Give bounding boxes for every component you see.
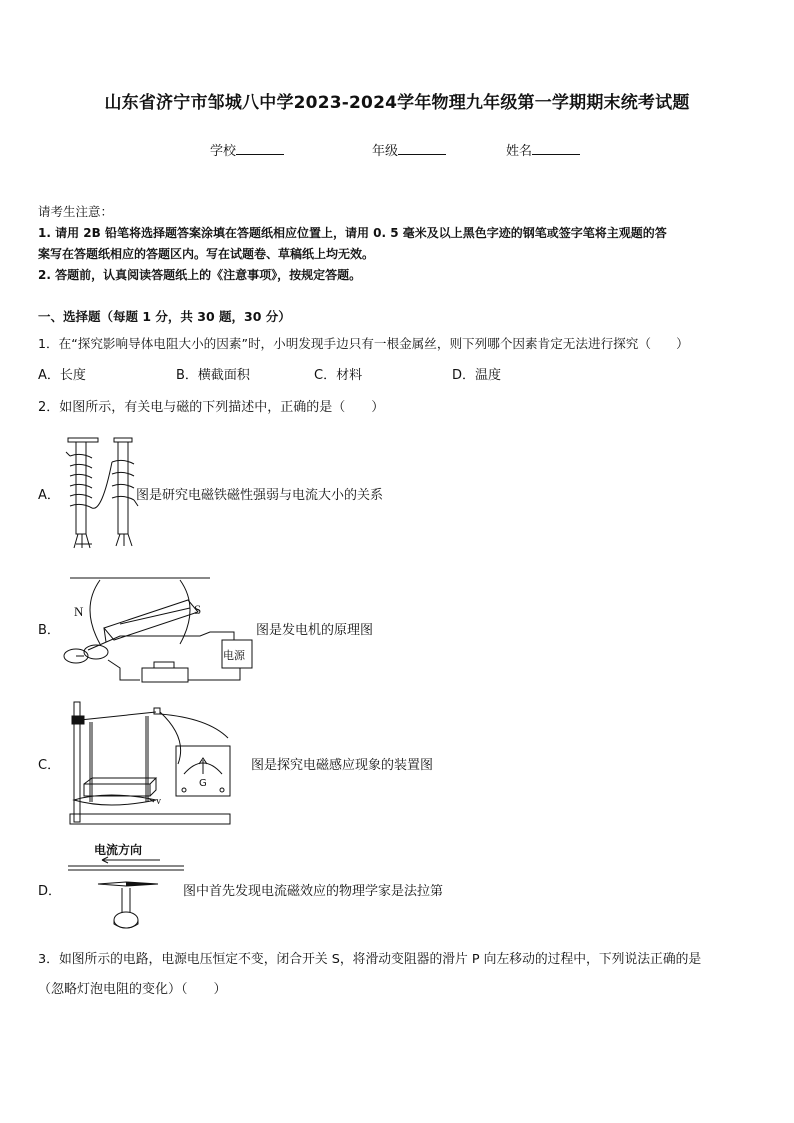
q2-stem: 2．如图所示，有关电与磁的下列描述中，正确的是（ ） — [38, 400, 385, 415]
q2-option-c-text: 图是探究电磁感应现象的装置图 — [251, 758, 434, 773]
grade-field[interactable] — [372, 140, 446, 159]
section-heading: 一、选择题（每题 1 分，共 30 题，30 分） — [38, 309, 291, 324]
electromagnet-figure — [62, 432, 142, 554]
oersted-figure — [66, 840, 188, 934]
current-direction-label: 电流方向 — [94, 843, 143, 857]
grade-blank[interactable] — [398, 142, 446, 155]
q3-stem-line-2: （忽略灯泡电阻的变化）（ ） — [38, 982, 227, 997]
q2-option-d-label[interactable]: D． — [38, 884, 62, 899]
power-source-label: 电源 — [223, 649, 245, 662]
school-blank[interactable] — [236, 142, 284, 155]
q1-stem: 1．在“探究影响导体电阻大小的因素”时，小明发现手边只有一根金属丝，则下列哪个因素肯定无法进行探究（ ） — [38, 336, 689, 351]
notice-line-2: 2. 答题前，认真阅读答题纸上的《注意事项》，按规定答题。 — [38, 268, 362, 282]
induction-figure — [68, 698, 252, 830]
q1-option-d[interactable]: D．温度 — [452, 368, 502, 383]
notice-line-1b: 案写在答题纸相应的答题区内。写在试题卷、草稿纸上均无效。 — [38, 247, 375, 261]
name-label: 姓名 — [506, 144, 533, 159]
north-pole-label: N — [74, 604, 84, 619]
notice-line-1a: 1. 请用 2B 铅笔将选择题答案涂填在答题纸相应位置上，请用 0. 5 毫米及以上黑色字迹的钢笔或签字笔将主观题的答 — [38, 226, 667, 240]
grade-label: 年级 — [372, 144, 399, 159]
q2-option-a-label[interactable]: A． — [38, 488, 60, 503]
q2-option-c-label[interactable]: C． — [38, 758, 61, 773]
q1-option-b[interactable]: B．横截面积 — [176, 368, 250, 383]
generator-figure — [60, 572, 256, 686]
q3-stem-line-1: 3．如图所示的电路，电源电压恒定不变，闭合开关 S，将滑动变阻器的滑片 P 向左移动的过程中，下列说法正确的是 — [38, 952, 702, 967]
notice-heading: 请考生注意： — [38, 204, 114, 219]
south-pole-label: S — [194, 602, 202, 617]
q2-option-b-text: 图是发电机的原理图 — [256, 623, 374, 638]
galvanometer-label: G — [199, 778, 207, 789]
name-field[interactable] — [506, 140, 580, 159]
q2-option-a-text: 图是研究电磁铁磁性强弱与电流大小的关系 — [136, 488, 384, 503]
page-title: 山东省济宁市邹城八中学2023-2024学年物理九年级第一学期期末统考试题 — [104, 93, 690, 113]
school-label: 学校 — [210, 144, 237, 159]
q2-option-b-label[interactable]: B． — [38, 623, 60, 638]
velocity-glyph: v — [156, 796, 161, 807]
q1-option-a[interactable]: A．长度 — [38, 368, 86, 383]
name-blank[interactable] — [532, 142, 580, 155]
q2-option-d-text: 图中首先发现电流磁效应的物理学家是法拉第 — [183, 884, 444, 899]
school-field[interactable] — [210, 140, 284, 159]
q1-option-c[interactable]: C．材料 — [314, 368, 363, 383]
